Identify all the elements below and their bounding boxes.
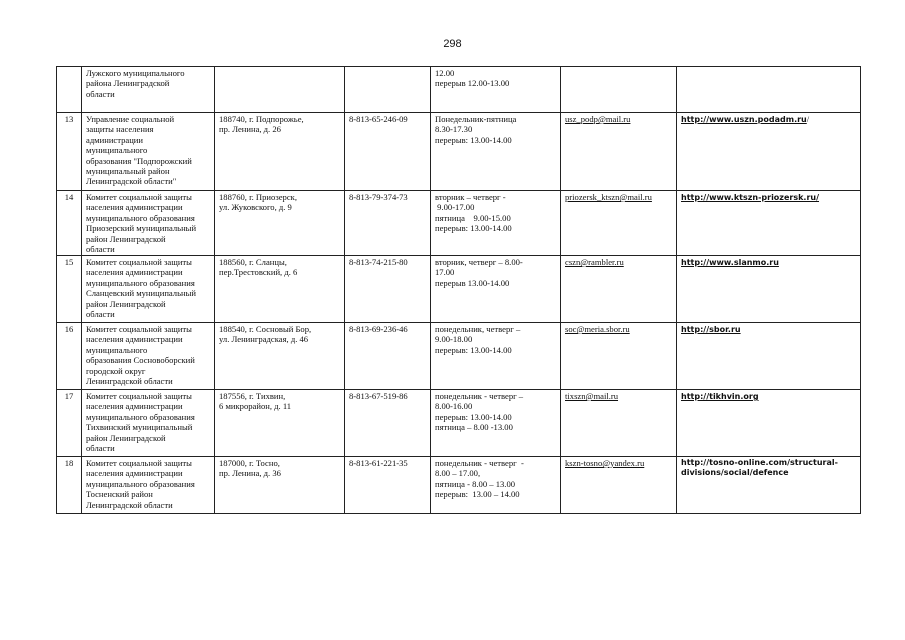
phone-number: 8-813-67-519-86 [349, 391, 408, 401]
website-cell [677, 113, 861, 191]
address-line: 188760, г. Приозерск, [219, 192, 297, 202]
hours-line: перерыв: 13.00-14.00 [435, 344, 512, 355]
organization-name-line: области [86, 309, 115, 320]
email-cell [561, 191, 677, 256]
row-number-cell: 18 [57, 457, 82, 514]
organization-name-line: населения администрации [86, 401, 183, 412]
row-number-cell: 13 [57, 113, 82, 191]
email-link[interactable]: tixszn@mail.ru [565, 391, 619, 401]
row-number-cell: 15 [57, 256, 82, 323]
hours-cell [431, 113, 561, 191]
organization-name-line: муниципального [86, 145, 148, 156]
website-cell [677, 390, 861, 457]
organization-name-line: муниципального образования [86, 212, 195, 223]
hours-line: понедельник - четверг – [435, 391, 524, 401]
organization-name-line: Тихвинский муниципальный [86, 422, 193, 433]
organization-name-line: Тосненский район [86, 489, 153, 500]
table-row [57, 457, 861, 514]
phone-cell [345, 390, 431, 457]
website-link[interactable]: http://tikhvin.org [681, 392, 759, 401]
organization-name-line: городской округ [86, 365, 146, 376]
organization-name-line: район Ленинградской [86, 298, 166, 309]
phone-number: 8-813-65-246-09 [349, 114, 408, 124]
address-line: ул. Жуковского, д. 9 [219, 202, 292, 213]
organization-name-line: Комитет социальной защиты [86, 391, 192, 401]
row-number-cell: 16 [57, 323, 82, 390]
email-link[interactable]: usz_podp@mail.ru [565, 114, 631, 124]
address-line: пр. Ленина, д. 36 [219, 468, 281, 479]
organization-name-line: муниципального образования [86, 478, 195, 489]
hours-line: перерыв: 13.00-14.00 [435, 411, 512, 422]
organization-name-line: населения администрации [86, 334, 183, 345]
email-cell [561, 67, 677, 113]
organization-name-line: населения администрации [86, 267, 183, 278]
organization-name-line: района Ленинградской [86, 78, 170, 89]
organization-name-line: район Ленинградской [86, 233, 166, 244]
organization-name-line: области [86, 443, 115, 454]
organization-name-line: Лужского муниципального [86, 68, 185, 78]
organization-name-line: муниципального образования [86, 277, 195, 288]
organization-name-line: Ленинградской области [86, 376, 173, 387]
address-cell [215, 256, 345, 323]
phone-number: 8-813-61-221-35 [349, 458, 408, 468]
hours-line: перерыв: 13.00-14.00 [435, 134, 512, 145]
organization-name-line: защиты населения [86, 124, 154, 135]
website-cell [677, 67, 861, 113]
hours-line: понедельник, четверг – [435, 324, 521, 334]
organization-name-line: Комитет социальной защиты [86, 257, 192, 267]
row-number-cell [57, 67, 82, 113]
hours-line: 9.00-18.00 [435, 334, 473, 345]
organization-name-cell [82, 390, 215, 457]
email-cell [561, 256, 677, 323]
organization-name-cell [82, 323, 215, 390]
website-link[interactable]: http://www.ktszn-priozersk.ru/ [681, 193, 820, 202]
organization-name-line: Приозерский муниципальный [86, 223, 197, 234]
email-link[interactable]: kszn-tosno@yandex.ru [565, 458, 645, 468]
address-line: 188540, г. Сосновый Бор, [219, 324, 312, 334]
hours-line: 9.00-17.00 [435, 202, 475, 213]
address-cell [215, 323, 345, 390]
email-cell [561, 457, 677, 514]
organization-name-line: образования "Подпорожский [86, 155, 192, 166]
website-link[interactable]: http://www.uszn.podadm.ru [681, 115, 807, 124]
email-cell [561, 113, 677, 191]
website-cell [677, 457, 861, 514]
hours-line: перерыв: 13.00 – 14.00 [435, 489, 520, 500]
hours-line: 17.00 [435, 267, 455, 278]
organization-name-line: области [86, 244, 115, 255]
organization-name-line: Сланцевский муниципальный [86, 288, 196, 299]
hours-cell [431, 67, 561, 113]
organization-name-cell [82, 67, 215, 113]
organization-name-line: муниципального [86, 344, 148, 355]
address-cell [215, 457, 345, 514]
organization-name-cell [82, 256, 215, 323]
phone-cell [345, 113, 431, 191]
page-number: 298 [443, 38, 462, 50]
website-link-tail: / [806, 114, 810, 124]
organization-name-line: населения администрации [86, 468, 183, 479]
phone-cell [345, 323, 431, 390]
address-cell [215, 390, 345, 457]
website-cell [677, 191, 861, 256]
address-line: 188560, г. Сланцы, [219, 257, 287, 267]
address-line: ул. Ленинградская, д. 46 [219, 334, 309, 345]
organization-name-line: администрации [86, 134, 144, 145]
organization-name-line: Управление социальной [86, 114, 175, 124]
table-row [57, 256, 861, 323]
hours-line: 12.00 [435, 68, 455, 78]
organization-name-line: населения администрации [86, 202, 183, 213]
address-line: пер.Трестовский, д. 6 [219, 267, 298, 278]
email-link[interactable]: priozersk_ktszn@mail.ru [565, 192, 652, 202]
address-line: 6 микрорайон, д. 11 [219, 401, 292, 412]
hours-line: пятница – 8.00 -13.00 [435, 422, 513, 433]
organization-name-cell [82, 191, 215, 256]
hours-line: 8.30-17.30 [435, 124, 473, 135]
address-line: 187000, г. Тосно, [219, 458, 280, 468]
contacts-table [56, 66, 861, 514]
phone-cell [345, 256, 431, 323]
row-number-cell: 14 [57, 191, 82, 256]
organization-name-line: Комитет социальной защиты [86, 324, 192, 334]
organization-name-line: Комитет социальной защиты [86, 192, 192, 202]
email-link[interactable]: soc@meria.sbor.ru [565, 324, 630, 334]
website-link[interactable]: http://www.slanmo.ru [681, 258, 779, 267]
phone-cell [345, 457, 431, 514]
hours-line: перерыв 12.00-13.00 [435, 78, 510, 89]
table-row-fragment [57, 67, 861, 113]
phone-cell [345, 67, 431, 113]
hours-line: 8.00 – 17.00, [435, 468, 481, 479]
phone-number: 8-813-74-215-80 [349, 257, 408, 267]
organization-name-line: муниципального образования [86, 411, 195, 422]
table-row [57, 390, 861, 457]
hours-line: пятница 9.00-15.00 [435, 212, 511, 223]
table-row [57, 191, 861, 256]
hours-cell [431, 457, 561, 514]
table-row [57, 323, 861, 390]
hours-cell [431, 323, 561, 390]
hours-line: перерыв: 13.00-14.00 [435, 223, 512, 234]
organization-name-line: Комитет социальной защиты [86, 458, 192, 468]
hours-line: понедельник - четверг - [435, 458, 524, 468]
organization-name-line: Ленинградской области [86, 499, 173, 510]
address-cell [215, 113, 345, 191]
address-cell [215, 67, 345, 113]
table-row [57, 113, 861, 191]
website-link-line: http://tosno-online.com/structural- [681, 458, 838, 467]
organization-name-line: Ленинградской области" [86, 176, 177, 187]
hours-line: пятница - 8.00 – 13.00 [435, 478, 516, 489]
hours-line: перерыв 13.00-14.00 [435, 277, 510, 288]
website-link[interactable]: http://sbor.ru [681, 325, 741, 334]
organization-name-cell [82, 113, 215, 191]
row-number-cell: 17 [57, 390, 82, 457]
hours-cell [431, 191, 561, 256]
phone-cell [345, 191, 431, 256]
hours-cell [431, 256, 561, 323]
phone-number: 8-813-79-374-73 [349, 192, 408, 202]
organization-name-cell [82, 457, 215, 514]
website-link-line: divisions/social/defence [681, 468, 789, 478]
email-cell [561, 390, 677, 457]
address-cell [215, 191, 345, 256]
organization-name-line: муниципальный район [86, 166, 170, 177]
website-link[interactable] [681, 458, 856, 479]
hours-line: Понедельник-пятница [435, 114, 517, 124]
address-line: 187556, г. Тихвин, [219, 391, 286, 401]
address-line: пр. Ленина, д. 26 [219, 124, 281, 135]
hours-line: 8.00-16.00 [435, 401, 473, 412]
organization-name-line: области [86, 88, 115, 99]
website-cell [677, 323, 861, 390]
hours-line: вторник, четверг – 8.00- [435, 257, 523, 267]
website-cell [677, 256, 861, 323]
email-link[interactable]: cszn@rambler.ru [565, 257, 624, 267]
hours-cell [431, 390, 561, 457]
organization-name-line: район Ленинградской [86, 432, 166, 443]
phone-number: 8-813-69-236-46 [349, 324, 408, 334]
address-line: 188740, г. Подпорожье, [219, 114, 304, 124]
organization-name-line: образования Сосновоборский [86, 355, 195, 366]
hours-line: вторник – четверг - [435, 192, 506, 202]
email-cell [561, 323, 677, 390]
